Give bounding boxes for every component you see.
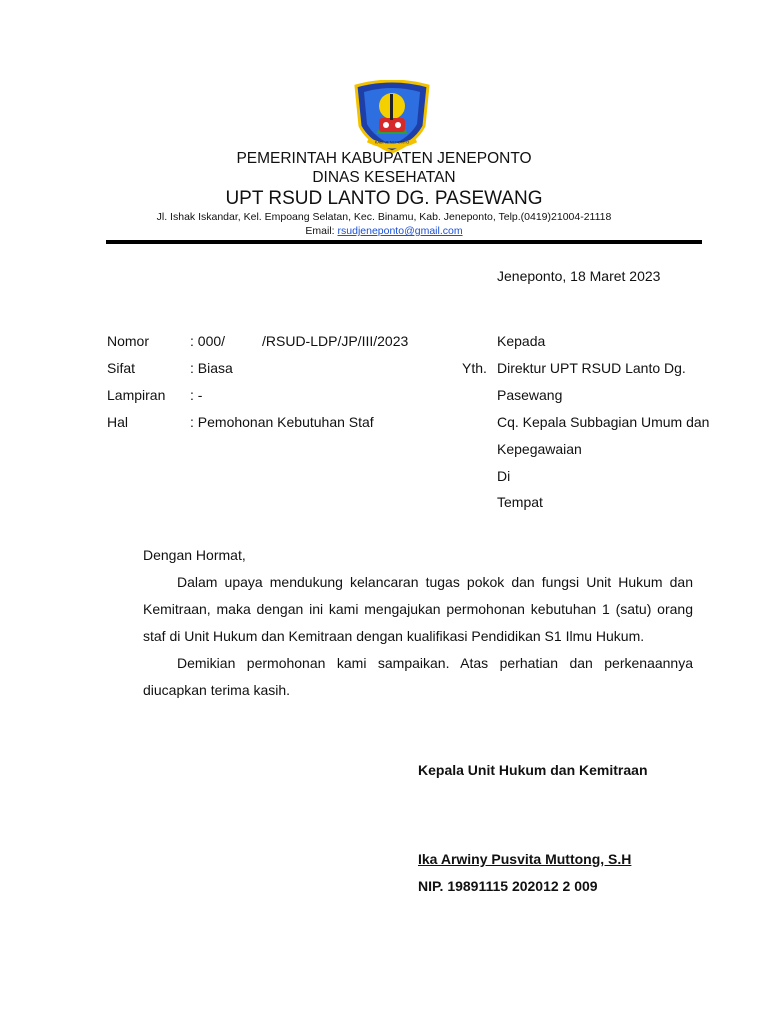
letterhead-divider [106, 240, 702, 244]
jeneponto-regency-logo [350, 80, 434, 154]
recipient-tempat: Tempat [497, 494, 543, 510]
nomor-value: : 000/ [190, 333, 226, 349]
body-paragraph-2: Demikian permohonan kami sampaikan. Atas perhatian dan perkenaannya diucapkan terima kasih. [143, 655, 693, 698]
recipient-di: Di [497, 468, 511, 484]
hal-value: : Pemohonan Kebutuhan Staf [190, 414, 374, 430]
sifat-label: Sifat [107, 360, 136, 376]
body-paragraph-1: Dalam upaya mendukung kelancaran tugas pokok dan fungsi Unit Hukum dan Kemitraan, maka dengan ini kami mengajukan permohonan kebutuhan 1 (satu) orang staf di Unit Hukum dan Kemitraan dengan kualifikasi Pendidikan S1 Ilmu Hukum. [143, 574, 693, 644]
recipient-yth: Yth. [462, 360, 487, 376]
signatory-name: Ika Arwiny Pusvita Muttong, S.H [418, 851, 632, 867]
greeting: Dengan Hormat, [143, 547, 246, 563]
letterhead-government: PEMERINTAH KABUPATEN JENEPONTO [236, 150, 532, 167]
nomor-label: Nomor [107, 333, 150, 349]
hal-label: Hal [107, 414, 129, 430]
email-link[interactable]: rsudjeneponto@gmail.com [337, 225, 463, 237]
lampiran-value: : - [190, 387, 203, 403]
letterhead-email-line [0, 225, 768, 237]
letter-date: Jeneponto, 18 Maret 2023 [497, 268, 661, 284]
letter-body [143, 542, 693, 704]
recipient-line-2: Pasewang [497, 387, 563, 403]
sifat-value: : Biasa [190, 360, 233, 376]
letterhead-hospital: UPT RSUD LANTO DG. PASEWANG [225, 188, 543, 209]
signatory-nip: NIP. 19891115 202012 2 009 [418, 878, 598, 894]
email-label: Email: [305, 225, 338, 237]
svg-text:KAB. JENEPONTO: KAB. JENEPONTO [374, 139, 410, 145]
letterhead-department: DINAS KESEHATAN [312, 169, 456, 186]
recipient-line-1: Direktur UPT RSUD Lanto Dg. [497, 360, 686, 376]
recipient-kepada: Kepada [497, 333, 546, 349]
letterhead-address: Jl. Ishak Iskandar, Kel. Empoang Selatan, Kec. Binamu, Kab. Jeneponto, Telp.(0419)21004-21118 [156, 211, 612, 223]
lampiran-label: Lampiran [107, 387, 166, 403]
signatory-title: Kepala Unit Hukum dan Kemitraan [418, 762, 648, 778]
recipient-line-4: Kepegawaian [497, 441, 582, 457]
nomor-suffix: /RSUD-LDP/JP/III/2023 [262, 333, 409, 349]
recipient-line-3: Cq. Kepala Subbagian Umum dan [497, 414, 710, 430]
